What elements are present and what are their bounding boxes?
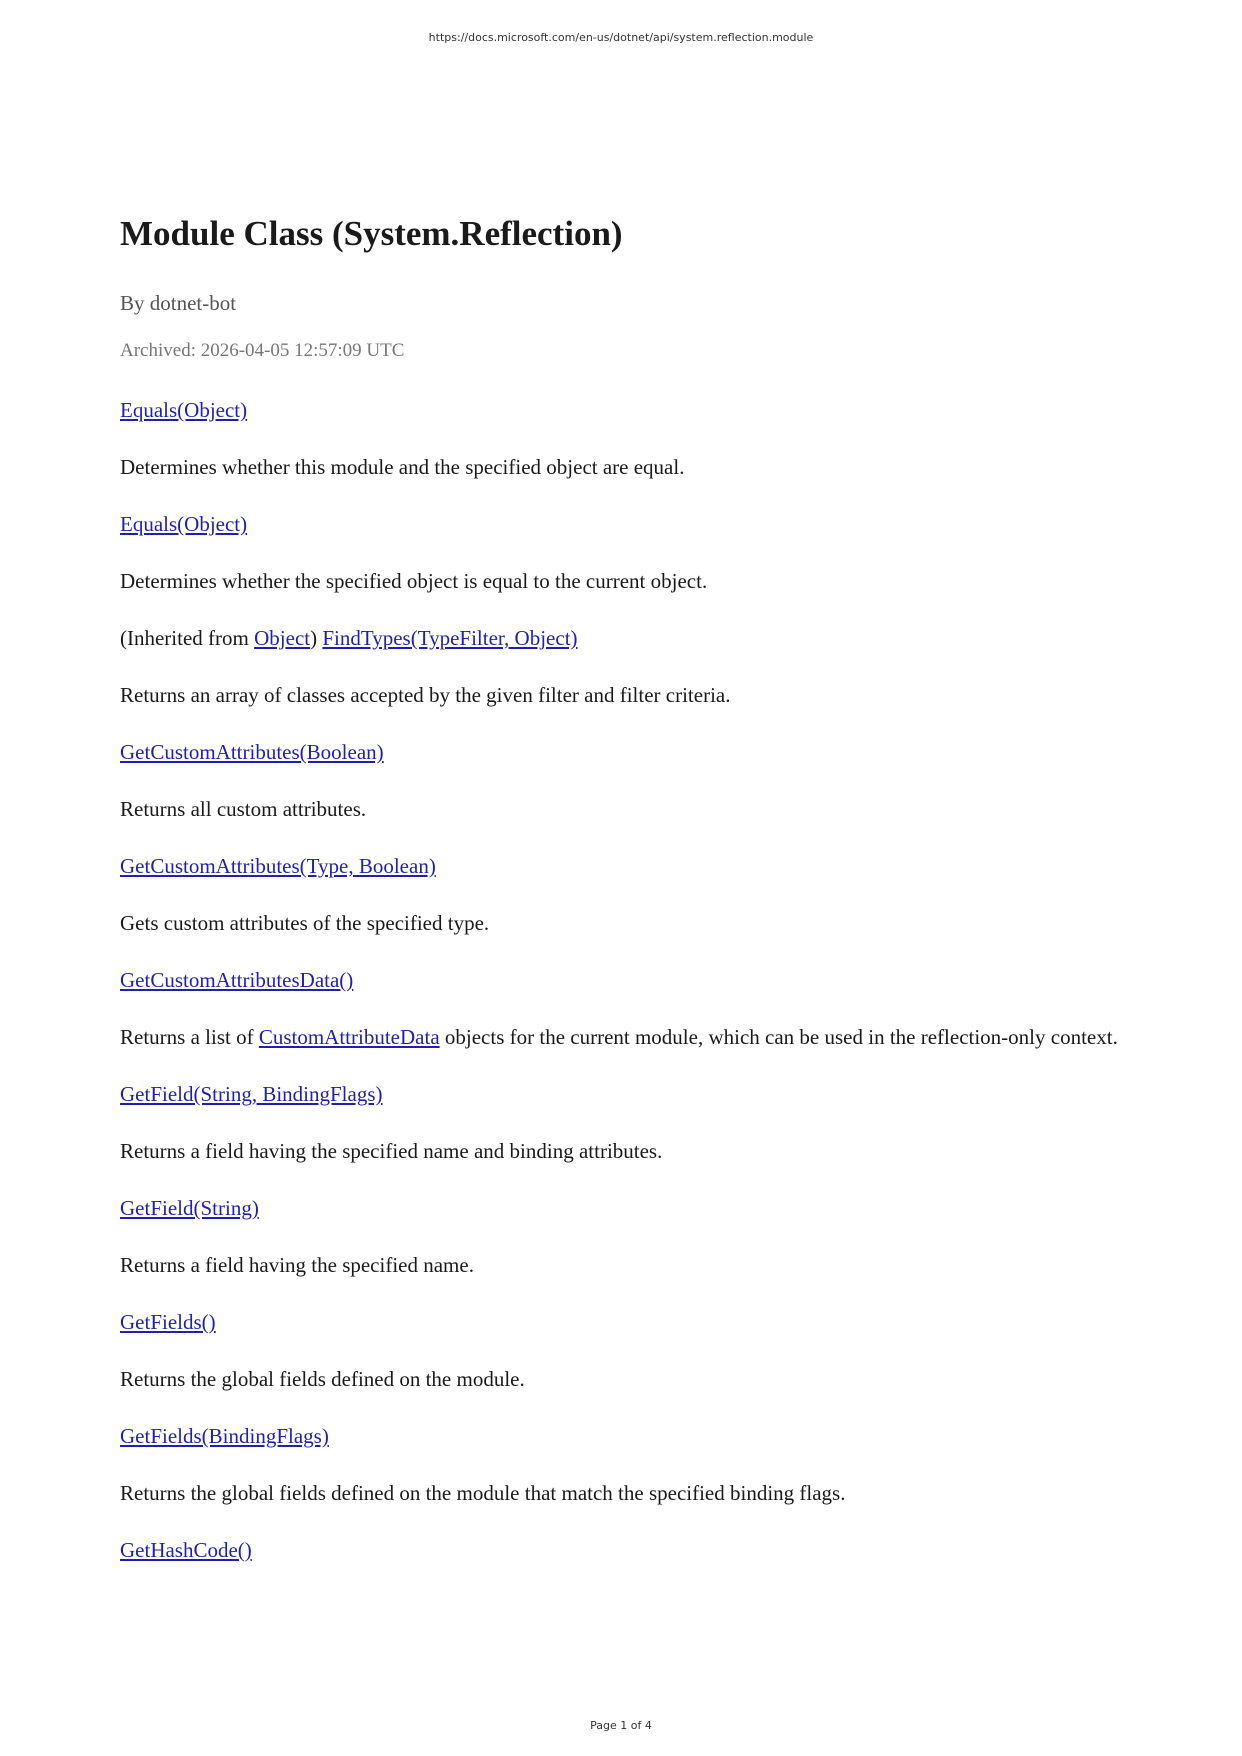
member-link[interactable]: Equals(Object) bbox=[120, 512, 248, 536]
inherited-from-link[interactable]: Object bbox=[254, 626, 311, 650]
member-description: Returns the global fields defined on the module. bbox=[120, 1367, 525, 1391]
inherited-prefix: (Inherited from bbox=[120, 626, 255, 650]
member-entry bbox=[120, 393, 1120, 427]
member-entry bbox=[120, 1305, 1120, 1339]
archived-timestamp: Archived: 2026-04-05 12:57:09 UTC bbox=[120, 340, 405, 361]
member-list bbox=[120, 393, 1120, 1590]
member-description: Returns the global fields defined on the module that match the specified binding flags. bbox=[120, 1481, 846, 1505]
member-link[interactable]: Equals(Object) bbox=[120, 398, 248, 422]
member-entry bbox=[120, 963, 1120, 997]
member-link[interactable]: GetHashCode() bbox=[120, 1538, 252, 1562]
page-url: https://docs.microsoft.com/en-us/dotnet/api/system.reflection.module bbox=[428, 31, 814, 44]
member-description: Determines whether this module and the specified object are equal. bbox=[120, 455, 685, 479]
member-entry bbox=[120, 735, 1120, 769]
member-link[interactable]: GetFields() bbox=[120, 1310, 216, 1334]
member-link[interactable]: GetCustomAttributesData() bbox=[120, 968, 354, 992]
member-description bbox=[120, 1020, 1120, 1054]
member-link[interactable]: FindTypes(TypeFilter, Object) bbox=[322, 626, 578, 650]
custom-attribute-data-link[interactable]: CustomAttributeData bbox=[258, 1025, 440, 1049]
member-link[interactable]: GetCustomAttributes(Type, Boolean) bbox=[120, 854, 436, 878]
member-description: Returns an array of classes accepted by the given filter and filter criteria. bbox=[120, 683, 731, 707]
member-entry bbox=[120, 1533, 1120, 1567]
member-description: Returns a field having the specified name. bbox=[120, 1253, 474, 1277]
member-description: Returns all custom attributes. bbox=[120, 797, 367, 821]
inherited-suffix: ) bbox=[310, 626, 323, 650]
member-entry bbox=[120, 507, 1120, 541]
member-description: Determines whether the specified object is equal to the current object. bbox=[120, 569, 708, 593]
description-text: Returns a list of bbox=[120, 1025, 259, 1049]
member-description: Returns a field having the specified name and binding attributes. bbox=[120, 1139, 663, 1163]
member-link[interactable]: GetField(String) bbox=[120, 1196, 259, 1220]
description-text: objects for the current module, which can be used in the reflection-only context. bbox=[439, 1025, 1118, 1049]
member-entry bbox=[120, 849, 1120, 883]
member-description: Gets custom attributes of the specified type. bbox=[120, 911, 490, 935]
member-entry bbox=[120, 1191, 1120, 1225]
page-title: Module Class (System.Reflection) bbox=[120, 214, 623, 253]
page-number: Page 1 of 4 bbox=[590, 1719, 652, 1732]
byline: By dotnet-bot bbox=[120, 291, 237, 315]
member-link[interactable]: GetField(String, BindingFlags) bbox=[120, 1082, 383, 1106]
member-entry bbox=[120, 1077, 1120, 1111]
member-entry bbox=[120, 621, 1120, 655]
member-link[interactable]: GetFields(BindingFlags) bbox=[120, 1424, 329, 1448]
member-link[interactable]: GetCustomAttributes(Boolean) bbox=[120, 740, 384, 764]
member-entry bbox=[120, 1419, 1120, 1453]
